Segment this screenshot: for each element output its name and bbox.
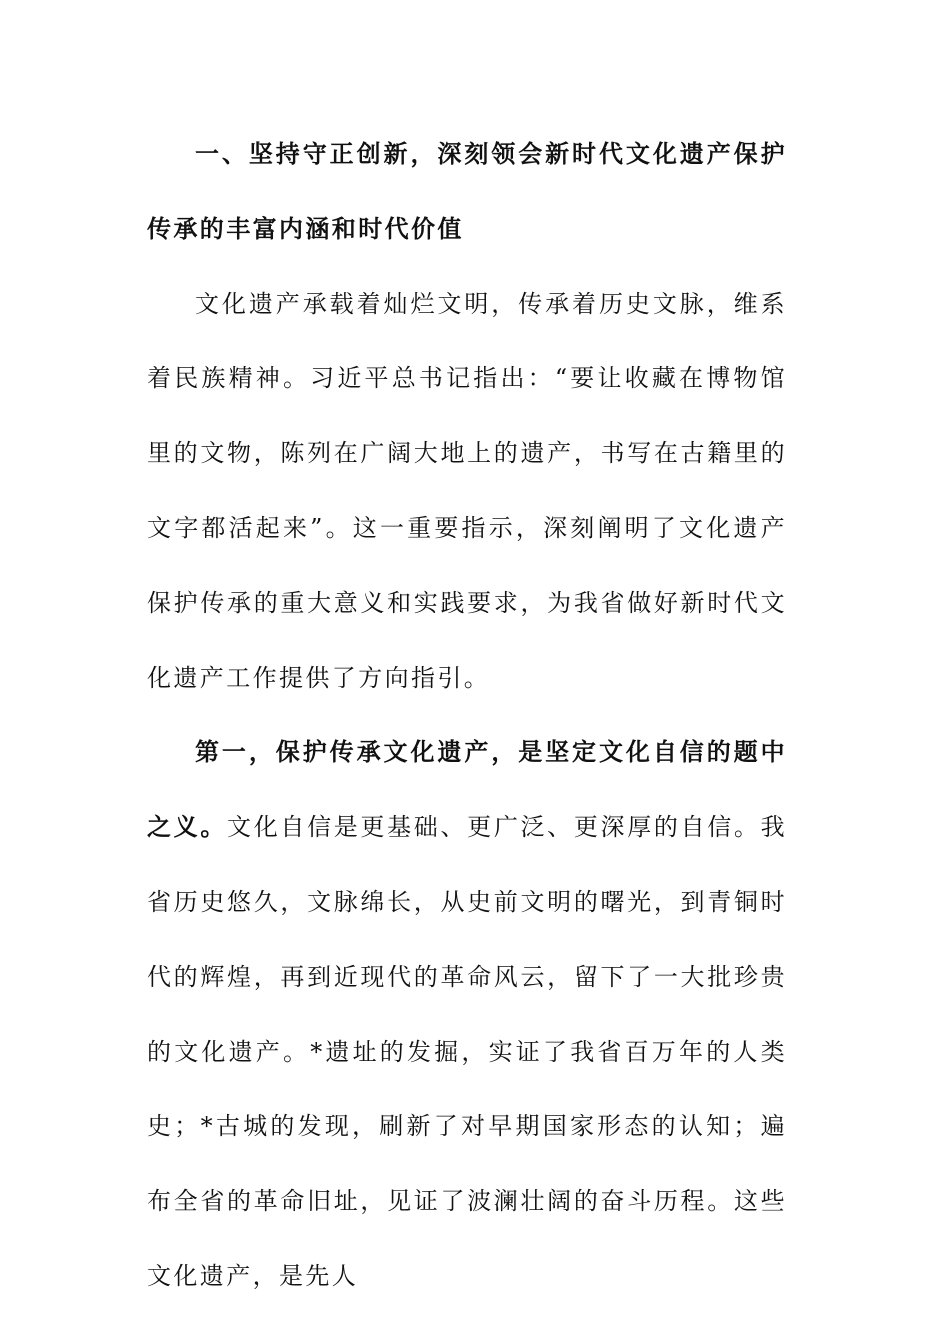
paragraph-first-point [147, 715, 787, 1313]
paragraph-intro: 文化遗产承载着灿烂文明，传承着历史文脉，维系着民族精神。习近平总书记指出：“要让收藏在博物馆里的文物，陈列在广阔大地上的遗产，书写在古籍里的文字都活起来”。这一重要指示，深刻阐明了文化遗产保护传承的重大意义和实践要求，为我省做好新时代文化遗产工作提供了方向指引。 [147, 289, 787, 692]
paragraph-first-point-lead: 第一，保护传承文化遗产，是坚定文化自信的题中之义。 [147, 737, 787, 842]
section-heading: 一、坚持守正创新，深刻领会新时代文化遗产保护传承的丰富内涵和时代价值 [147, 139, 787, 243]
document-body [147, 117, 787, 1314]
paragraph-first-point-body: 文化自信是更基础、更广泛、更深厚的自信。我省历史悠久，文脉绵长，从史前文明的曙光，到青铜时代的辉煌，再到近现代的革命风云，留下了一大批珍贵的文化遗产。*遗址的发掘，实证了我省百万年的人类史；*古城的发现，刷新了对早期国家形态的认知；遍布全省的革命旧址，见证了波澜壮阔的奋斗历程。这些文化遗产，是先人 [147, 813, 788, 1290]
